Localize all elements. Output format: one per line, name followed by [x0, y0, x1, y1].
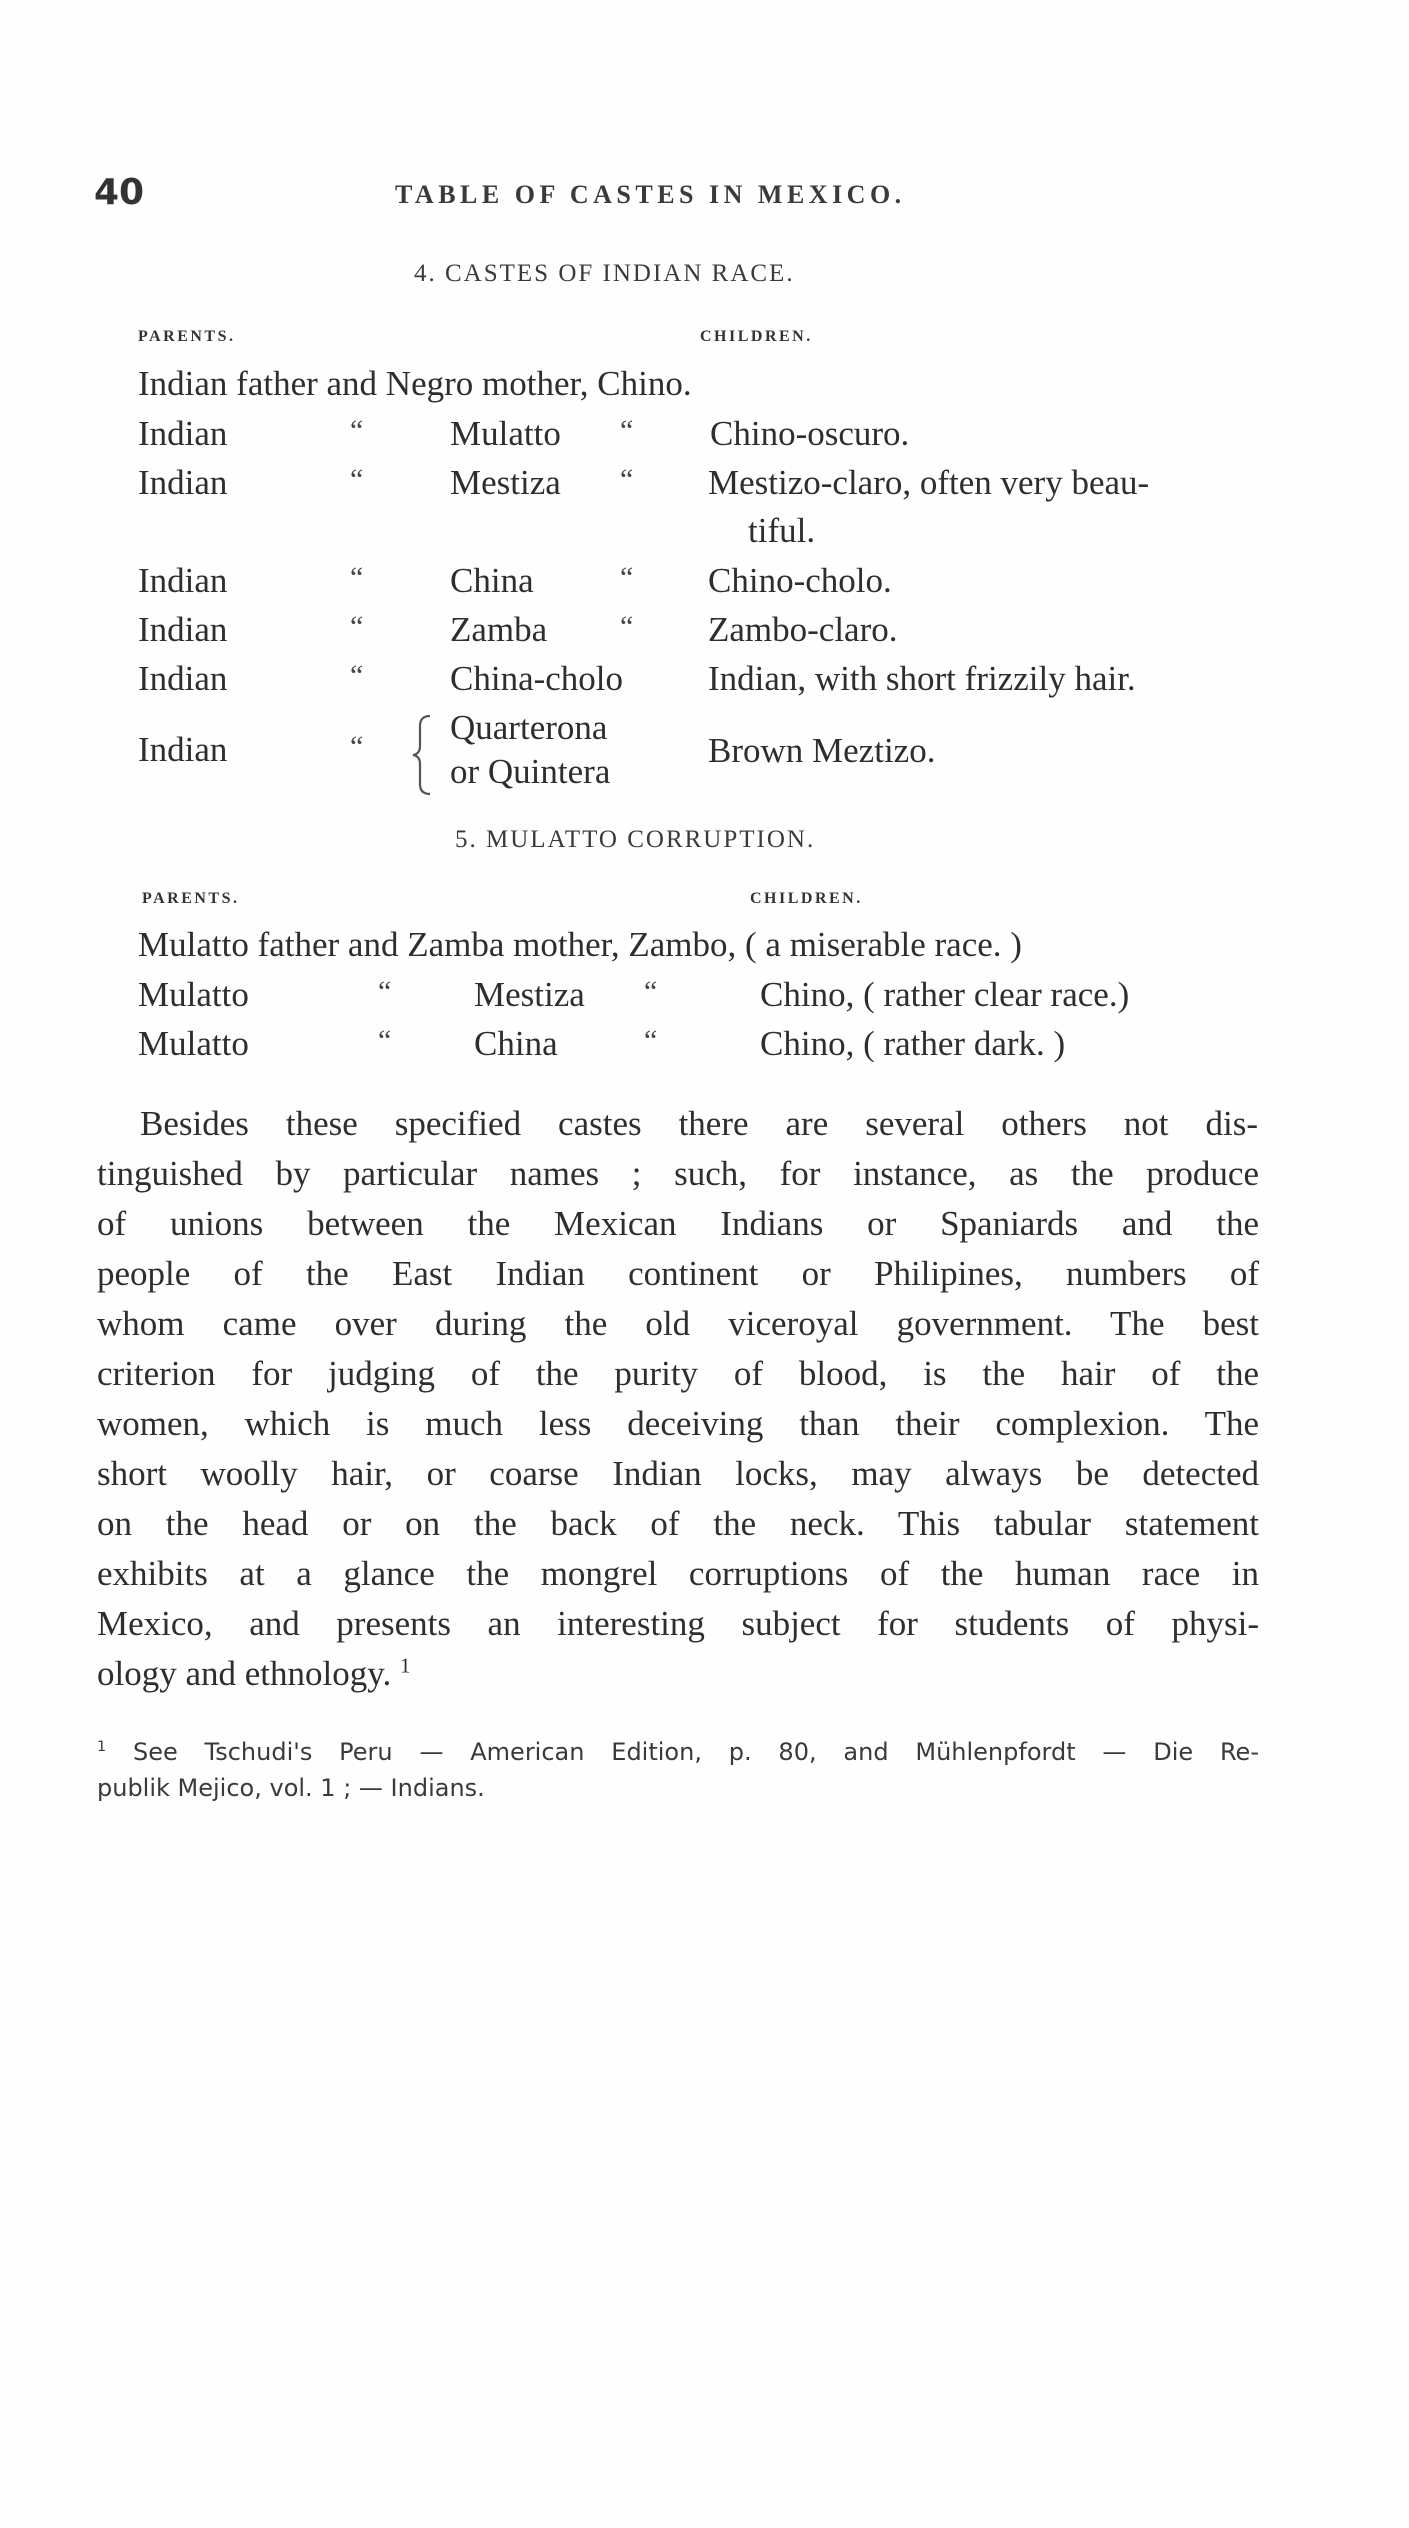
table-row-child: Chino-cholo.: [708, 561, 892, 600]
ditto-mark: “: [644, 975, 658, 1008]
table-row-mother: China: [474, 1024, 558, 1063]
ditto-mark: “: [620, 414, 634, 447]
footnote-line: [97, 1738, 1259, 1766]
table-row-father: Indian: [138, 463, 228, 502]
table-row-mother: Mulatto: [450, 414, 561, 453]
table-row-mother: China-cholo: [450, 659, 624, 698]
paragraph-line: on the head or on the back of the neck. This tabular statement: [97, 1504, 1259, 1543]
paragraph-line: Besides these specified castes there are several others not dis-: [140, 1104, 1258, 1143]
table-row-mother: Mestiza: [474, 975, 585, 1014]
section-4-first-row: Indian father and Negro mother, Chino.: [138, 364, 692, 403]
paragraph-line: short woolly hair, or coarse Indian locks, may always be detected: [97, 1454, 1259, 1493]
paragraph-line: Mexico, and presents an interesting subject for students of physi-: [97, 1604, 1259, 1643]
table-row-child: Chino, ( rather clear race.): [760, 975, 1130, 1014]
ditto-mark: “: [620, 561, 634, 594]
running-title: TABLE OF CASTES IN MEXICO.: [395, 180, 906, 209]
table-row-father: Mulatto: [138, 1024, 249, 1063]
footnote-marker: 1: [97, 1739, 107, 1755]
ditto-mark: “: [378, 975, 392, 1008]
table-row-mother: Mestiza: [450, 463, 561, 502]
paragraph-line: ology and ethnology.: [97, 1654, 392, 1693]
paragraph-last-line: [97, 1654, 1259, 1694]
table-row-mother: Zamba: [450, 610, 548, 649]
paragraph-line: tinguished by particular names ; such, for instance, as the produce: [97, 1154, 1259, 1193]
footnote-reference: 1: [399, 1653, 411, 1678]
table-row-child: Zambo-claro.: [708, 610, 898, 649]
brace-icon: [410, 712, 436, 798]
section-5-parents-heading: PARENTS.: [142, 890, 240, 907]
footnote-text: See Tschudi's Peru — American Edition, p. 80, and Mühlenpfordt — Die Re-: [132, 1738, 1259, 1766]
section-5-first-row: Mulatto father and Zamba mother, Zambo, ( a miserable race. ): [138, 925, 1022, 964]
table-row-child: Brown Meztizo.: [708, 731, 936, 770]
ditto-mark: “: [350, 610, 364, 643]
section-4-children-heading: CHILDREN.: [700, 328, 813, 345]
table-row-child: Chino-oscuro.: [710, 414, 910, 453]
table-row-father: Mulatto: [138, 975, 249, 1014]
section-5-title: 5. MULATTO CORRUPTION.: [455, 826, 816, 853]
ditto-mark: “: [350, 463, 364, 496]
table-row-father: Indian: [138, 730, 228, 769]
paragraph-line: people of the East Indian continent or Philipines, numbers of: [97, 1254, 1259, 1293]
ditto-mark: “: [350, 561, 364, 594]
section-5-children-heading: CHILDREN.: [750, 890, 863, 907]
paragraph-line: of unions between the Mexican Indians or Spaniards and the: [97, 1204, 1259, 1243]
table-row-father: Indian: [138, 414, 228, 453]
ditto-mark: “: [620, 610, 634, 643]
paragraph-line: whom came over during the old viceroyal government. The best: [97, 1304, 1259, 1343]
footnote-line-2: publik Mejico, vol. 1 ; — Indians.: [97, 1774, 485, 1802]
paragraph-line: exhibits at a glance the mongrel corruptions of the human race in: [97, 1554, 1259, 1593]
table-row-mother: China: [450, 561, 534, 600]
ditto-mark: “: [644, 1024, 658, 1057]
ditto-mark: “: [350, 414, 364, 447]
ditto-mark: “: [378, 1024, 392, 1057]
table-row-father: Indian: [138, 610, 228, 649]
section-4-title: 4. CASTES OF INDIAN RACE.: [414, 260, 795, 287]
table-row-child: Indian, with short frizzily hair.: [708, 659, 1136, 698]
table-row-father: Indian: [138, 561, 228, 600]
ditto-mark: “: [620, 463, 634, 496]
table-row-child: Mestizo-claro, often very beau-: [708, 463, 1150, 502]
table-row-father: Indian: [138, 659, 228, 698]
paragraph-line: women, which is much less deceiving than their complexion. The: [97, 1404, 1259, 1443]
page-number: 40: [94, 172, 145, 213]
paragraph-line: criterion for judging of the purity of blood, is the hair of the: [97, 1354, 1259, 1393]
ditto-mark: “: [350, 659, 364, 692]
section-4-parents-heading: PARENTS.: [138, 328, 236, 345]
table-row-mother-line1: Quarterona: [450, 708, 608, 747]
table-row-child-continuation: tiful.: [748, 511, 816, 550]
table-row-mother-line2: or Quintera: [450, 752, 611, 791]
table-row-child: Chino, ( rather dark. ): [760, 1024, 1066, 1063]
ditto-mark: “: [350, 730, 364, 763]
